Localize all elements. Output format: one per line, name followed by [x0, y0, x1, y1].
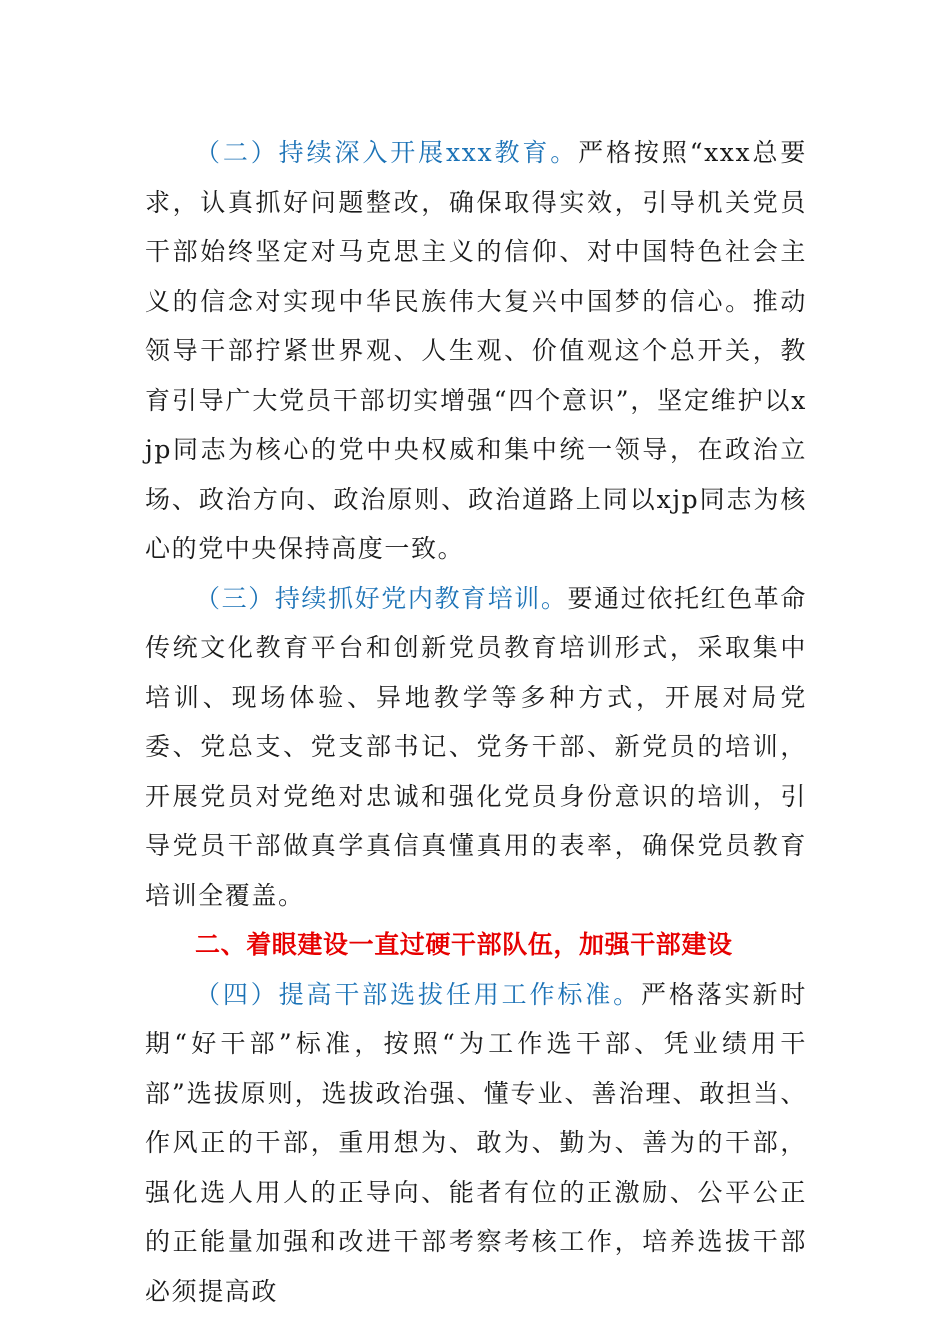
document-body: [145, 128, 807, 1316]
paragraph-4-body: 严格落实新时期“好干部”标准，按照“为工作选干部、凭业绩用干部”选拔原则，选拔政治强、懂专业、善治理、敢担当、作风正的干部，重用想为、敢为、勤为、善为的干部，强化选人用人的正导向、能者有位的正激励、公平公正的正能量加强和改进干部考察考核工作，培养选拔干部必须提高政: [145, 979, 807, 1306]
paragraph-2-lead: （二）持续深入开展xxx教育。: [195, 138, 579, 167]
paragraph-2-body: 严格按照“xxx总要求，认真抓好问题整改，确保取得实效，引导机关党员干部始终坚定对马克思主义的信仰、对中国特色社会主义的信念对实现中华民族伟大复兴中国梦的信心。推动领导干部拧紧世界观、人生观、价值观这个总开关，教育引导广大党员干部切实增强“四个意识”，坚定维护以xjp同志为核心的党中央权威和集中统一领导，在政治立场、政治方向、政治原则、政治道路上同以xjp同志为核心的党中央保持高度一致。: [145, 138, 807, 563]
paragraph-4-lead: （四）提高干部选拔任用工作标准。: [195, 979, 642, 1009]
paragraph-3-lead: （三）持续抓好党内教育培训。: [195, 583, 568, 613]
paragraph-3-body: 要通过依托红色革命传统文化教育平台和创新党员教育培训形式，采取集中培训、现场体验、异地教学等多种方式，开展对局党委、党总支、党支部书记、党务干部、新党员的培训，开展党员对党绝对忠诚和强化党员身份意识的培训，引导党员干部做真学真信真懂真用的表率，确保党员教育培训全覆盖。: [145, 583, 808, 910]
paragraph-4: [145, 970, 807, 1317]
paragraph-2: [145, 128, 807, 574]
paragraph-3: [145, 574, 807, 921]
section-heading-2: 二、着眼建设一直过硬干部队伍，加强干部建设: [195, 930, 733, 959]
